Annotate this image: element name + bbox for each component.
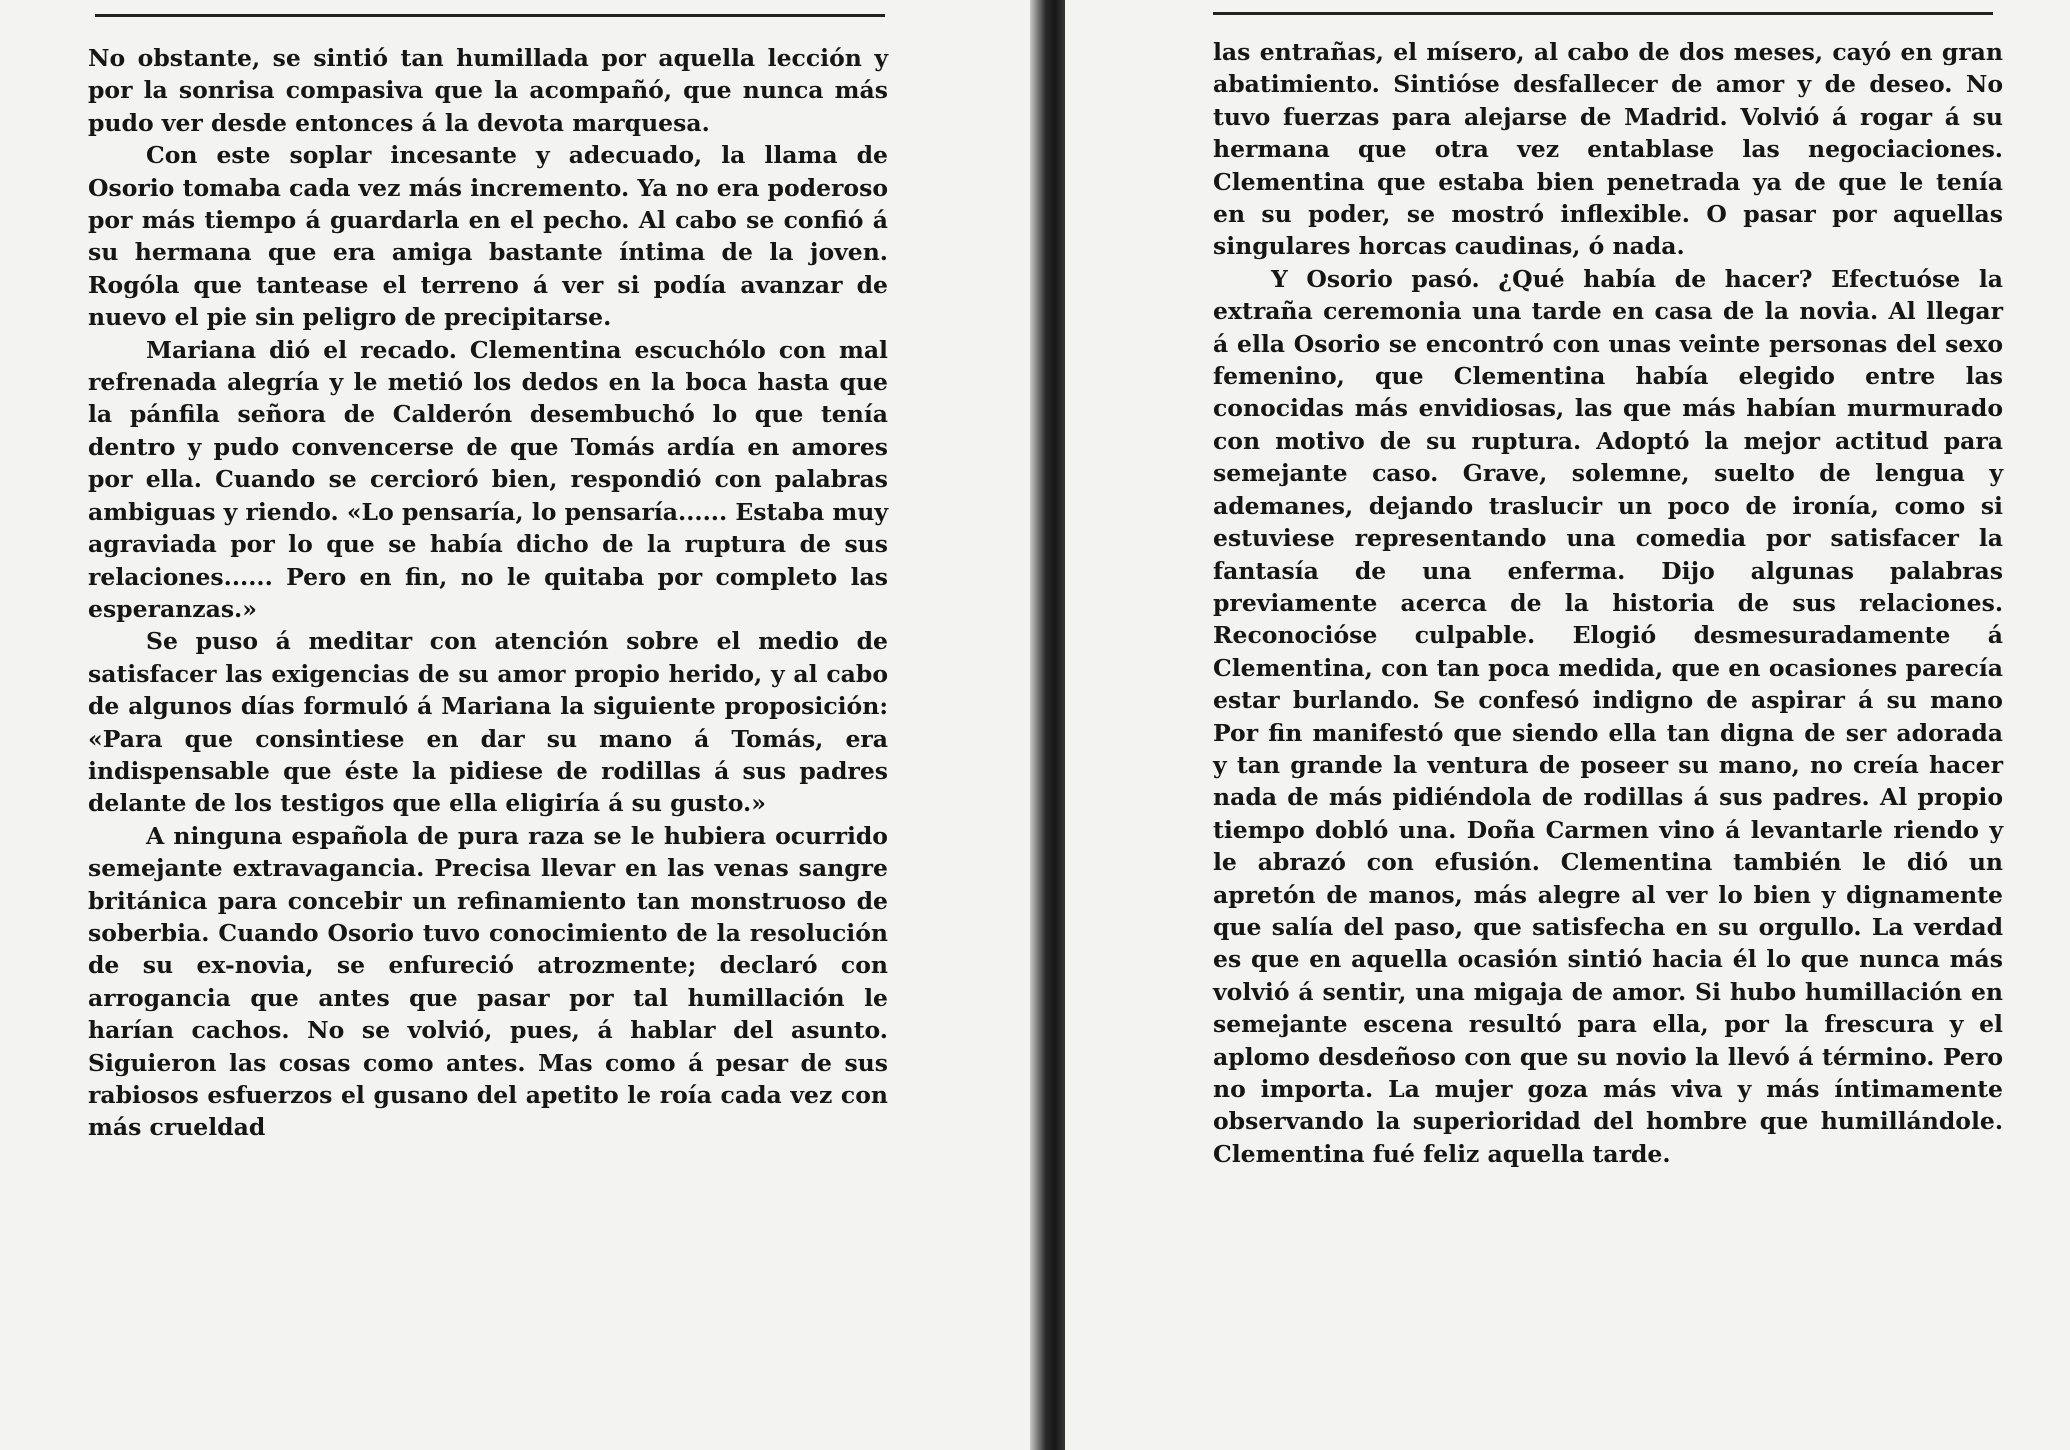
right-page	[1065, 0, 2070, 1450]
left-page-text	[88, 42, 888, 1144]
paragraph: Y Osorio pasó. ¿Qué había de hacer? Efectuóse la extraña ceremonia una tarde en casa de la novia. Al llegar á ella Osorio se encontró con unas veinte personas del sexo femenino, que Clementina había elegido entre las conocidas más envidiosas, las que más habían murmurado con motivo de su ruptura. Adoptó la mejor actitud para semejante caso. Grave, solemne, suelto de lengua y ademanes, dejando traslucir un poco de ironía, como si estuviese representando una comedia por satisfacer la fantasía de una enferma. Dijo algunas palabras previamente acerca de la historia de sus relaciones. Reconocióse culpable. Elogió desmesuradamente á Clementina, con tan poca medida, que en ocasiones parecía estar burlando. Se confesó indigno de aspirar á su mano Por fin manifestó que siendo ella tan digna de ser adorada y tan grande la ventura de poseer su mano, no creía hacer nada de más pidiéndola de rodillas á sus padres. Al propio tiempo dobló una. Doña Carmen vino á levantarle riendo y le abrazó con efusión. Clementina también le dió un apretón de manos, más alegre al ver lo bien y dignamente que salía del paso, que satisfecha en su orgullo. La verdad es que en aquella ocasión sintió hacia él lo que nunca más volvió á sentir, una migaja de amor. Si hubo humillación en semejante escena resultó para ella, por la frescura y el aplomo desdeñoso con que su novio la llevó á término. Pero no importa. La mujer goza más viva y más íntimamente observando la superioridad del hombre que humillándole. Clementina fué feliz aquella tarde.	[1213, 264, 2003, 1168]
header-rule	[95, 14, 885, 17]
header-rule	[1213, 12, 1993, 15]
paragraph: Se puso á meditar con atención sobre el medio de satisfacer las exigencias de su amor propio herido, y al cabo de algunos días formuló á Mariana la siguiente proposición: «Para que consintiese en dar su mano á Tomás, era indispensable que éste la pidiese de rodillas á sus padres delante de los testigos que ella eligiría á su gusto.»	[88, 627, 888, 818]
paragraph: A ninguna española de pura raza se le hubiera ocurrido semejante extravagancia. Precisa llevar en las venas sangre británica para concebir un refinamiento tan monstruoso de soberbia. Cuando Osorio tuvo conocimiento de la resolución de su ex-novia, se enfureció atrozmente; declaró con arrogancia que antes que pasar por tal humillación le harían cachos. No se volvió, pues, á hablar del asunto. Siguieron las cosas como antes. Mas como á pesar de sus rabiosos esfuerzos el gusano del apetito le roía cada vez con más crueldad	[88, 821, 888, 1142]
paragraph: Mariana dió el recado. Clementina escuchólo con mal refrenada alegría y le metió los dedos en la boca hasta que la pánfila señora de Calderón desembuchó lo que tenía dentro y pudo convencerse de que Tomás ardía en amores por ella. Cuando se cercioró bien, respondió con palabras ambiguas y riendo. «Lo pensaría, lo pensaría...... Estaba muy agraviada por lo que se había dicho de la ruptura de sus relaciones...... Pero en fin, no le quitaba por completo las esperanzas.»	[88, 335, 888, 623]
paragraph: Con este soplar incesante y adecuado, la llama de Osorio tomaba cada vez más incremento. Ya no era poderoso por más tiempo á guardarla en el pecho. Al cabo se confió á su hermana que era amiga bastante íntima de la joven. Rogóla que tantease el terreno á ver si podía avanzar de nuevo el pie sin peligro de precipitarse.	[88, 141, 888, 332]
paragraph: las entrañas, el mísero, al cabo de dos meses, cayó en gran abatimiento. Sintióse desfallecer de amor y de deseo. No tuvo fuerzas para alejarse de Madrid. Volvió á rogar á su hermana que otra vez entablase las negociaciones. Clementina que estaba bien penetrada ya de que le tenía en su poder, se mostró inflexible. O pasar por aquellas singulares horcas caudinas, ó nada.	[1213, 38, 2003, 261]
right-page-text	[1213, 36, 2003, 1170]
paragraph: No obstante, se sintió tan humillada por aquella lección y por la sonrisa compasiva que la acompañó, que nunca más pudo ver desde entonces á la devota marquesa.	[88, 44, 888, 137]
